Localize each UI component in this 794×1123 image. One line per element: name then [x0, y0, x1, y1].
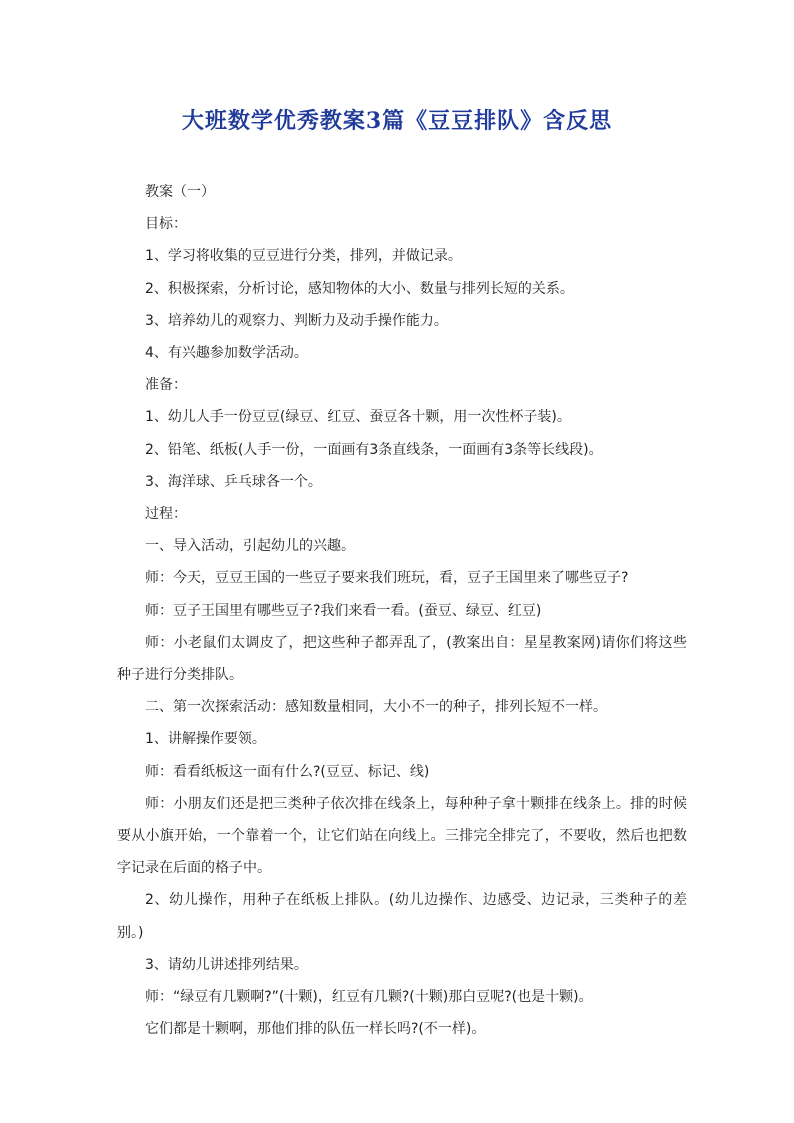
paragraph: 目标：	[145, 216, 187, 233]
document-title: 大班数学优秀教案3篇《豆豆排队》含反思	[181, 108, 613, 134]
document-body	[117, 176, 687, 1045]
paragraph: 2、铅笔、纸板(人手一份，一面画有3条直线条，一面画有3条等长线段)。	[145, 441, 603, 458]
paragraph: 师：看看纸板这一面有什么?(豆豆、标记、线)	[145, 763, 430, 780]
paragraph: 1、讲解操作要领。	[145, 731, 266, 748]
paragraph: 准备：	[145, 377, 187, 394]
paragraph: 1、学习将收集的豆豆进行分类，排列，并做记录。	[145, 248, 462, 265]
paragraph: 师：今天，豆豆王国的一些豆子要来我们班玩，看，豆子王国里来了哪些豆子?	[145, 570, 629, 587]
paragraph: 过程：	[145, 506, 187, 523]
paragraph: 师：豆子王国里有哪些豆子?我们来看一看。(蚕豆、绿豆、红豆)	[145, 602, 542, 619]
paragraph: 2、幼儿操作，用种子在纸板上排队。(幼儿边操作、边感受、边记录，三类种子的差别。)	[117, 892, 687, 941]
paragraph: 4、有兴趣参加数学活动。	[145, 345, 308, 362]
paragraph: 二、第一次探索活动：感知数量相同，大小不一的种子，排列长短不一样。	[145, 699, 607, 716]
paragraph: 师：小老鼠们太调皮了，把这些种子都弄乱了，(教案出自：星星教案网)请你们将这些种子进行分类排队。	[117, 634, 687, 684]
paragraph: 师：“绿豆有几颗啊?”(十颗)，红豆有几颗?(十颗)那白豆呢?(也是十颗)。	[145, 989, 593, 1006]
paragraph: 师：小朋友们还是把三类种子依次排在线条上，每种种子拿十颗排在线条上。排的时候要从小旗开始，一个靠着一个，让它们站在向线上。三排完全排完了，不要收，然后也把数字记录在后面的格子中。	[117, 795, 687, 877]
paragraph: 一、导入活动，引起幼儿的兴趣。	[145, 538, 355, 555]
paragraph: 3、请幼儿讲述排列结果。	[145, 956, 308, 973]
paragraph: 教案（一）	[145, 184, 215, 200]
paragraph: 1、幼儿人手一份豆豆(绿豆、红豆、蚕豆各十颗，用一次性杯子装)。	[145, 409, 571, 426]
paragraph: 3、海洋球、乒乓球各一个。	[145, 473, 322, 490]
paragraph: 2、积极探索，分析讨论，感知物体的大小、数量与排列长短的关系。	[145, 280, 574, 297]
paragraph: 它们都是十颗啊，那他们排的队伍一样长吗?(不一样)。	[145, 1021, 486, 1038]
paragraph: 3、培养幼儿的观察力、判断力及动手操作能力。	[145, 312, 448, 329]
